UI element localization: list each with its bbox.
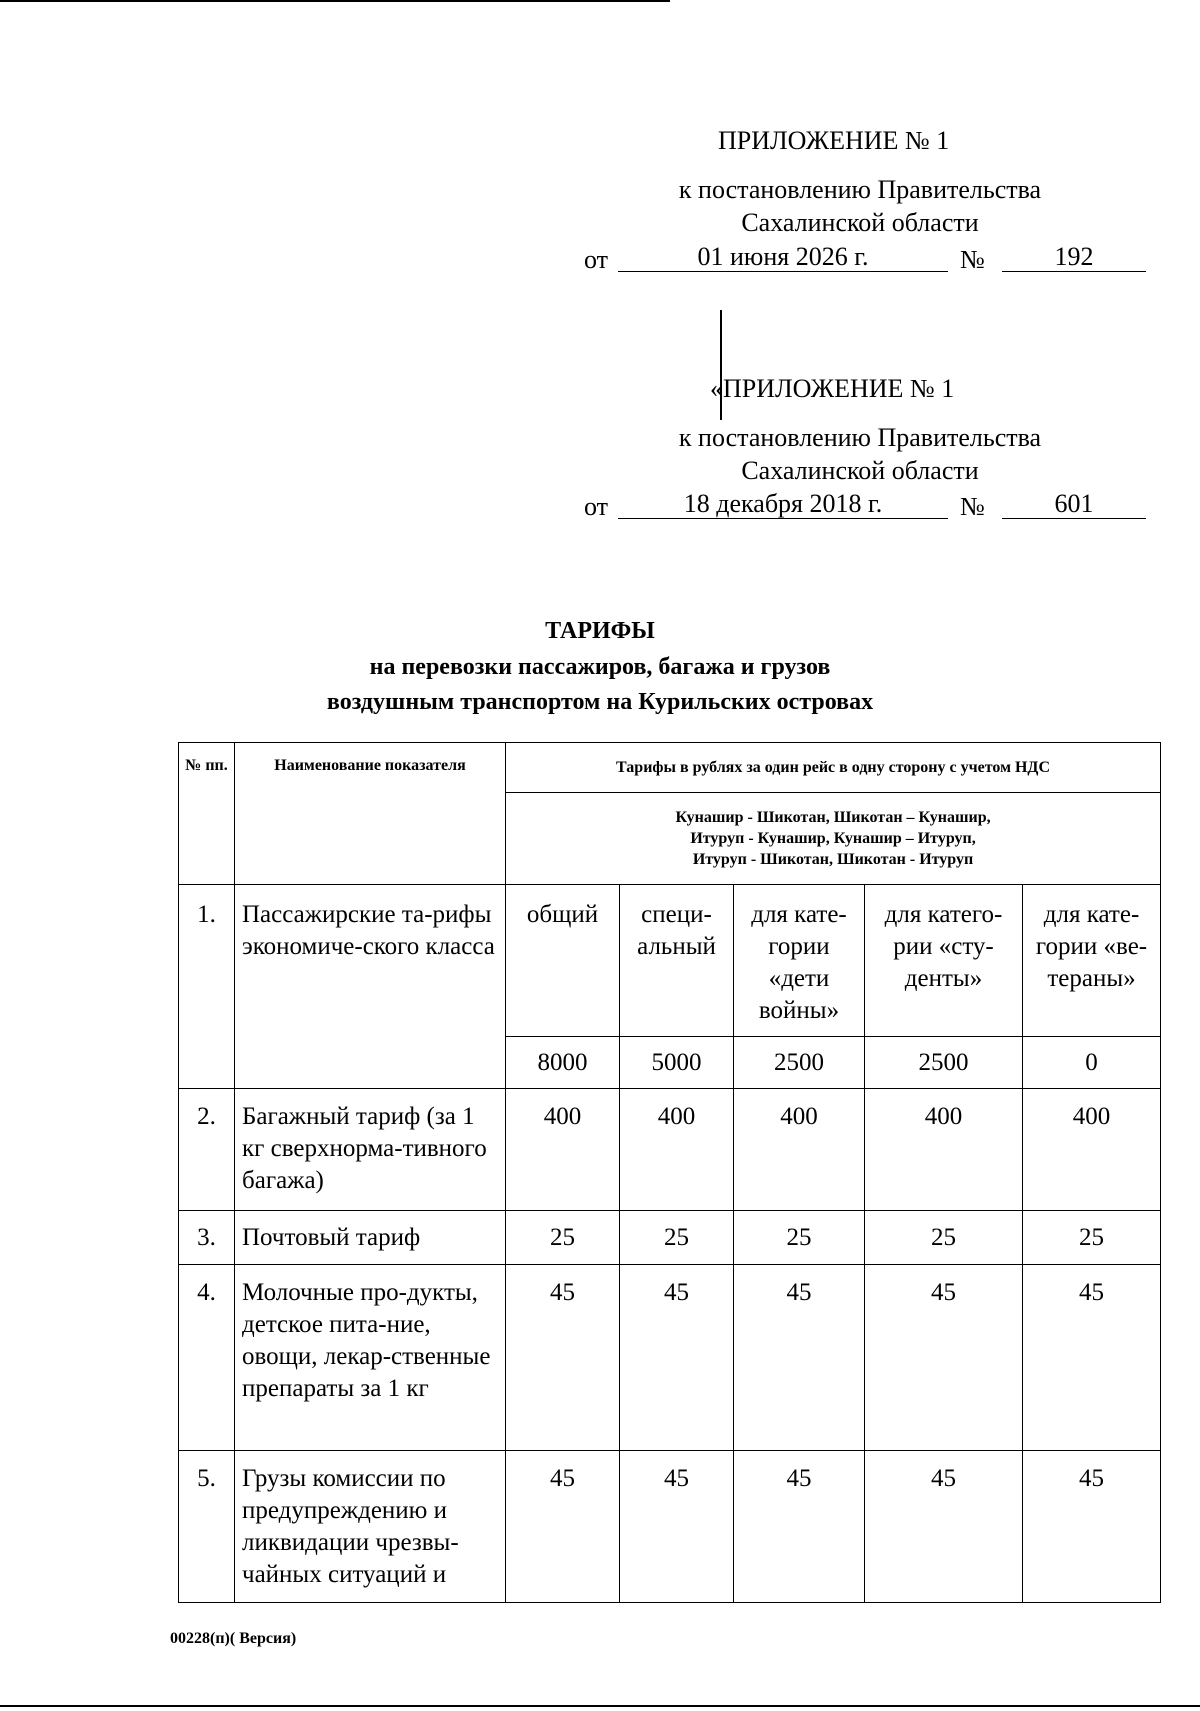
document-subtitle-line2: воздушным транспортом на Курильских островах: [326, 689, 874, 715]
row-name: Почтовый тариф: [235, 1211, 506, 1265]
value-cell: 0: [1023, 1037, 1161, 1089]
value-cell: 45: [865, 1451, 1023, 1603]
category-students: для катего-рии «сту-денты»: [865, 885, 1023, 1037]
scan-bottom-line: [0, 1705, 1200, 1707]
old-appendix-number-label: №: [960, 492, 985, 521]
document-title: ТАРИФЫ: [545, 618, 655, 644]
value-cell: 8000: [506, 1037, 620, 1089]
value-cell: 45: [865, 1265, 1023, 1451]
value-cell: 45: [1023, 1451, 1161, 1603]
routes-line1: Кунашир - Шикотан, Шикотан – Кунашир,: [675, 809, 991, 826]
value-cell: 45: [734, 1265, 865, 1451]
new-appendix-number: 192: [1002, 243, 1146, 272]
tariff-table: [178, 742, 1161, 1603]
value-cell: 25: [734, 1211, 865, 1265]
row-name: Молочные про-дукты, детское пита-ние, овощи, лекар-ственные препараты за 1 кг: [235, 1265, 506, 1451]
value-cell: 45: [506, 1451, 620, 1603]
row-num: 2.: [179, 1089, 235, 1211]
value-cell: 400: [734, 1089, 865, 1211]
new-appendix-number-label: №: [960, 245, 985, 274]
value-cell: 400: [506, 1089, 620, 1211]
category-veterans: для кате-гории «ве-тераны»: [1023, 885, 1161, 1037]
value-cell: 25: [620, 1211, 734, 1265]
value-cell: 25: [865, 1211, 1023, 1265]
new-appendix-from-label: от: [584, 245, 609, 274]
old-appendix-line1: к постановлению Правительства: [678, 423, 1042, 452]
row-num: 1.: [179, 885, 235, 1089]
value-cell: 45: [620, 1451, 734, 1603]
header-num: [179, 743, 235, 885]
value-cell: 25: [1023, 1211, 1161, 1265]
old-appendix-line2: Сахалинской области: [741, 456, 979, 485]
header-name: [235, 743, 506, 885]
scan-top-line: [0, 0, 670, 2]
category-special: специ-альный: [620, 885, 734, 1037]
row-num: 4.: [179, 1265, 235, 1451]
document-footer-code: 00228(п)( Версия): [170, 1630, 297, 1647]
category-general: общий: [506, 885, 620, 1037]
new-appendix-line1: к постановлению Правительства: [678, 175, 1042, 204]
value-cell: 45: [506, 1265, 620, 1451]
old-appendix-from-label: от: [584, 492, 609, 521]
new-appendix-date: 01 июня 2026 г.: [618, 243, 948, 272]
header-tariffs: [506, 743, 1161, 793]
value-cell: 400: [865, 1089, 1023, 1211]
header-tariffs-text: Тарифы в рублях за один рейс в одну сторону с учетом НДС: [616, 758, 1050, 776]
routes-line3: Итуруп - Шикотан, Шикотан - Итуруп: [692, 851, 974, 868]
value-cell: 400: [620, 1089, 734, 1211]
value-cell: 2500: [734, 1037, 865, 1089]
routes-line2: Итуруп - Кунашир, Кунашир – Итуруп,: [690, 830, 976, 847]
old-appendix-title: «ПРИЛОЖЕНИЕ № 1: [710, 374, 955, 403]
old-appendix-number: 601: [1002, 490, 1146, 519]
value-cell: 45: [1023, 1265, 1161, 1451]
value-cell: 25: [506, 1211, 620, 1265]
row-name: Грузы комиссии по предупреждению и ликвидации чрезвы-чайных ситуаций и: [235, 1451, 506, 1603]
row-num: 5.: [179, 1451, 235, 1603]
category-war-children: для кате-гории «дети войны»: [734, 885, 865, 1037]
header-num-text: № пп.: [185, 757, 228, 774]
value-cell: 45: [620, 1265, 734, 1451]
value-cell: 5000: [620, 1037, 734, 1089]
old-appendix-date: 18 декабря 2018 г.: [618, 490, 948, 519]
value-cell: 2500: [865, 1037, 1023, 1089]
header-name-text: Наименование показателя: [274, 757, 466, 774]
header-routes: [506, 793, 1161, 885]
value-cell: 400: [1023, 1089, 1161, 1211]
new-appendix-title: ПРИЛОЖЕНИЕ № 1: [718, 126, 950, 155]
row-name: Багажный тариф (за 1 кг сверхнорма-тивного багажа): [235, 1089, 506, 1211]
value-cell: 45: [734, 1451, 865, 1603]
row-num: 3.: [179, 1211, 235, 1265]
row-name: Пассажирские та-рифы экономиче-ского класса: [235, 885, 506, 1089]
document-subtitle-line1: на перевозки пассажиров, багажа и грузов: [369, 654, 831, 680]
new-appendix-line2: Сахалинской области: [741, 208, 979, 237]
